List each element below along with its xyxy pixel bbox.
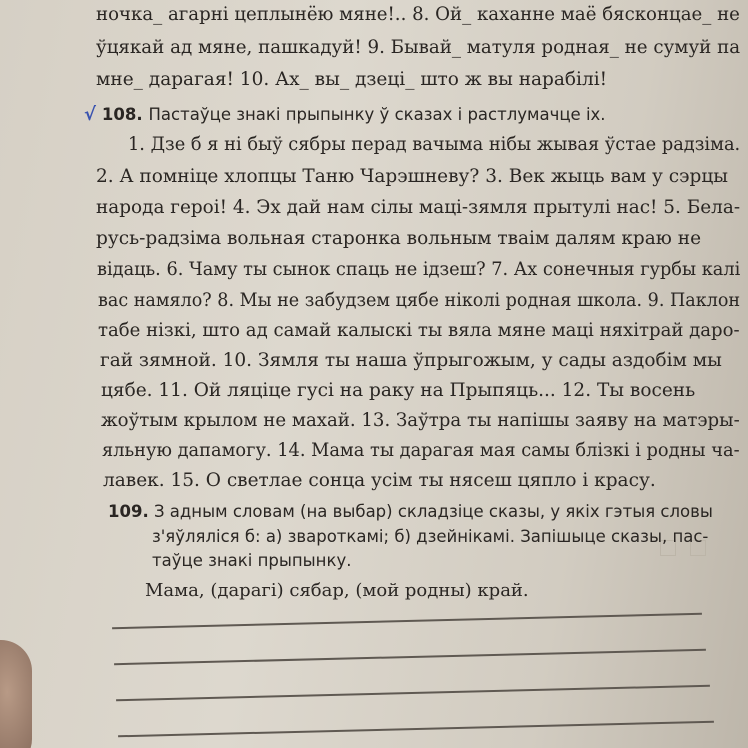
exercise-109-words: Мама, (дарагі) сябар, (мой родны) край. bbox=[145, 580, 529, 601]
top-line: ночка_ агарні цеплынёю мяне!.. 8. Ой_ каханне маё бясконцае_ не bbox=[96, 4, 740, 25]
writing-line bbox=[112, 613, 702, 629]
exercise-108-line: народа героі! 4. Эх дай нам сілы маці-зямля прытулі нас! 5. Бела- bbox=[96, 197, 741, 218]
writing-line bbox=[114, 649, 706, 665]
exercise-108-line: яльную дапамогу. 14. Мама ты дарагая мая самы блізкі і родны ча- bbox=[102, 440, 740, 461]
exercise-108-line: 1. Дзе б я ні быў сябры перад вачыма нібы жывая ўстае радзіма. bbox=[128, 134, 741, 155]
exercise-108-line: лавек. 15. О светлае сонца усім ты нясеш цяпло і красу. bbox=[103, 470, 656, 491]
exercise-109-task-line: з'яўляліся б: а) звароткамі; б) дзейнікамі. Запішыце сказы, пас- bbox=[152, 527, 709, 546]
check-mark: √ bbox=[84, 104, 97, 125]
exercise-108-line: русь-радзіма вольная старонка вольным тваім далям краю не bbox=[96, 228, 702, 249]
exercise-108-line: гай зямной. 10. Зямля ты наша ўпрыгожым, у сады аздобім мы bbox=[100, 350, 722, 371]
exercise-108-number: 108. bbox=[101, 105, 143, 124]
exercise-109-task-text: З адным словам (на выбар) складзіце сказы, у якіх гэтыя словы bbox=[153, 502, 713, 521]
exercise-108-line: цябе. 11. Ой ляціце гусі на раку на Прыпяць... 12. Ты восень bbox=[101, 380, 696, 401]
writing-line bbox=[118, 721, 714, 738]
exercise-109-task-line bbox=[108, 504, 713, 521]
finger bbox=[0, 640, 32, 748]
exercise-108-line: відаць. 6. Чаму ты сынок спаць не ідзеш? 7. Ах сонечныя гурбы калі bbox=[97, 259, 741, 280]
writing-line bbox=[116, 685, 710, 702]
top-line: ўцякай ад мяне, пашкадуй! 9. Бывай_ матуля родная_ не сумуй па bbox=[96, 37, 741, 58]
top-line: мне_ дарагая! 10. Ах_ вы_ дзеці_ што ж вы нарабілі! bbox=[96, 69, 608, 90]
exercise-108-header bbox=[84, 106, 606, 125]
exercise-108-line: вас намяло? 8. Мы не забудзем цябе ніколі родная школа. 9. Паклон bbox=[98, 290, 741, 311]
exercise-108-line: 2. А помніце хлопцы Таню Чарэшневу? 3. Век жыць вам у сэрцы bbox=[96, 166, 728, 187]
exercise-108-task: Пастаўце знакі прыпынку ў сказах і растлумачце іх. bbox=[148, 105, 606, 124]
exercise-109-task-line: таўце знакі прыпынку. bbox=[152, 551, 352, 570]
exercise-108-line: табе нізкі, што ад самай калыскі ты вяла мяне маці няхітрай даро- bbox=[98, 320, 740, 341]
exercise-108-line: жоўтым крылом не махай. 13. Заўтра ты напішы заяву на матэры- bbox=[101, 410, 740, 431]
exercise-109-number: 109. bbox=[108, 502, 149, 521]
